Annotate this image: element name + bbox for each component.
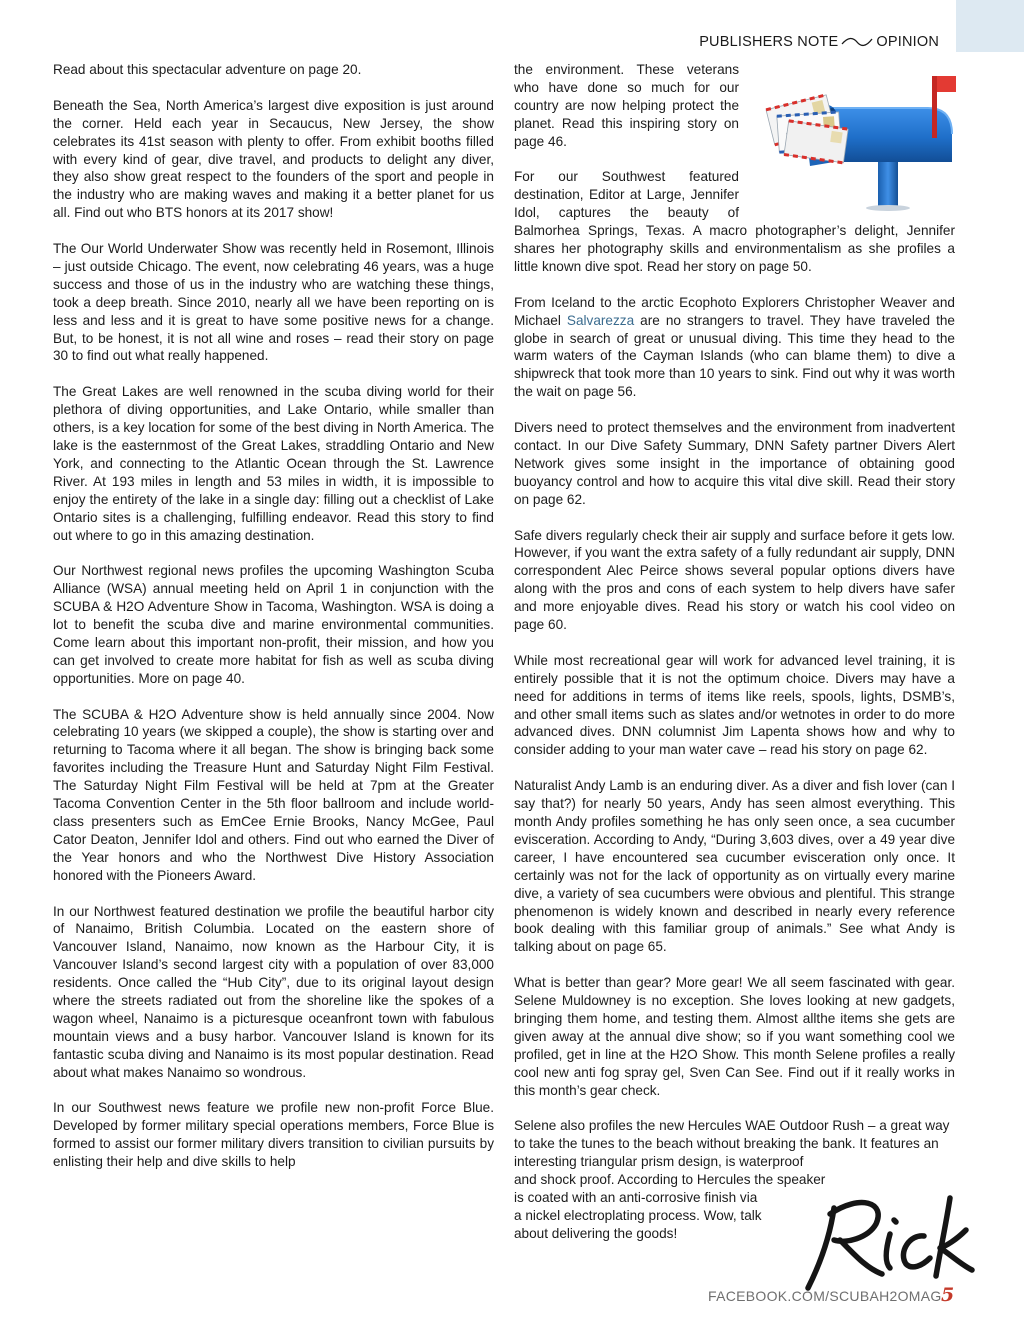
right-paragraph-3	[514, 294, 955, 401]
section-label-publishers-note: PUBLISHERS NOTE	[699, 34, 839, 50]
right-paragraph-6: While most recreational gear will work for advanced level training, it is entirely possible that it is not the optimum choice. Divers may have a need for additions in terms of items like reels, spools, lights, DSMB’s, and other small items such as slates and/or wetnotes in order to do more advanced dives. DNN columnist Jim Lapenta shows how and why to consider adding to your man water cave – read his story on page 62.	[514, 652, 955, 758]
page-number: 5	[941, 1284, 955, 1306]
right-paragraph-3-start: From Iceland to the arctic Ecophoto Explorers Christopher Weaver and Michael	[514, 294, 955, 328]
right-paragraph-8: What is better than gear? More gear! We all seem fascinated with gear. Selene Muldowney is no exception. She loves looking at new gadgets, bringing them home, and testing them. Almost allthe items she gets are given away at the annual dive show; so if you want something cool we profiled, get in line at the H2O Show. This month Selene profiles a really cool new anti fog spray gel, Sven Can See. Find out if it really works in this month’s gear check.	[514, 975, 955, 1098]
right-paragraph-9-line-5: about delivering the goods!	[514, 1225, 678, 1241]
right-paragraph-9-line-3: is coated with an anti-corrosive finish via	[514, 1189, 758, 1205]
footer-facebook-url: FACEBOOK.COM/SCUBAH2OMAG	[708, 1288, 942, 1304]
left-column	[53, 61, 494, 1189]
left-paragraph-6: The SCUBA & H2O Adventure show is held annually since 2004. Now celebrating 10 years (we skipped a couple), the show is starting over and returning to Tacoma where it all began. The show is bringing back some favorites including the Treasure Hunt and Saturday Night Film Festival. The Saturday Night Film Festival will be held at 7pm at the Greater Tacoma Convention Center in the 5th floor ballroom and include world-class presenters such as EmCee Ernie Brooks, Nancy McGee, Paul Cator Deaton, Jennifer Idol and others. Find out who earned the Diver of the Year honors and who the Northwest Dive History Association honored with the Pioneers Award.	[53, 706, 494, 883]
left-paragraph-8: In our Southwest news feature we profile new non-profit Force Blue. Developed by former military special operations members, Force Blue is formed to assist our former military divers transition to civilian pursuits by enlisting their help and dive skills to help	[53, 1100, 494, 1170]
section-header	[699, 34, 939, 50]
rick-signature	[790, 1190, 980, 1295]
right-paragraph-9-line-1: Selene also profiles the new Hercules WAE Outdoor Rush – a great way to take the tunes to the beach without breaking the bank. It features an interesting triangular prism design, is waterproof	[514, 1118, 950, 1170]
left-paragraph-4: The Great Lakes are well renowned in the scuba diving world for their plethora of diving opportunities, and Lake Ontario, while smaller than others, is a key location for some of the best diving in North America. The lake is the easternmost of the Great Lakes, straddling Ontario and New York, and connecting to the Atlantic Ocean through the St. Lawrence River. At 193 miles in length and 53 miles in width, it is impossible to enjoy the entirety of the lake in a single day: filling out a checklist of Lake Ontario sites is a challenging, fulfilling endeavor. Read this story to find out where to go in this amazing destination.	[53, 384, 494, 543]
tilde-divider-icon	[840, 35, 874, 49]
right-paragraph-7: Naturalist Andy Lamb is an enduring diver. As a diver and fish lover (can I say that?) for nearly 50 years, Andy has seen almost everything. This month Andy profiles something he has only seen once, a sea cucumber evisceration. According to Andy, “During 3,603 dives, over a 49 year dive career, I have encountered sea cucumber evisceration only once. It certainly was not for the lack of opportunity as on virtually every marine dive, a variety of sea cucumbers were obvious and plentiful. This strange phenomenon is widely known and described in nearly every reference book dealing with this familiar group of animals.” See what Andy is talking about on page 65.	[514, 778, 955, 955]
right-paragraph-1: the environment. These veterans who have done so much for our country are now helping protect the planet. Read this inspiring story on page 46.	[514, 62, 739, 149]
left-paragraph-3: The Our World Underwater Show was recently held in Rosemont, Illinois – just outside Chicago. The event, now celebrating 46 years, was a huge success and those of us in the industry who are watching these things, took a deep breath. Since 2010, nearly all we have been reporting on is less and less and it is great to have some positive news for a change. But, to be honest, it is not all wine and roses – read their story on page 30 to find out what really happened.	[53, 241, 494, 364]
left-paragraph-1: Read about this spectacular adventure on page 20.	[53, 62, 362, 77]
right-paragraph-9-line-4: a nickel electroplating process. Wow, talk	[514, 1207, 762, 1223]
left-paragraph-7: In our Northwest featured destination we profile the beautiful harbor city of Nanaimo, British Columbia. Located on the eastern shore of Vancouver Island, Nanaimo, now known as the Harbour City, it is Vancouver Island’s second largest city with a population of over 83,000 residents. Once called the “Hub City”, due to its original layout design where the streets radiated out from the shoreline like the spokes of a wagon wheel, Nanaimo is a picturesque oceanfront town with fabulous mountain views and a busy harbor. Vancouver Island is known for its fantastic scuba diving and Nanaimo is its most popular destination. Read about what makes Nanaimo so wondrous.	[53, 903, 494, 1080]
section-label-opinion: OPINION	[876, 34, 939, 50]
right-paragraph-3-end: are no strangers to travel. They have traveled the globe in search of great or unusual diving. This time they head to the warm waters of the Cayman Islands (who can blame them) to dive a shipwreck that took more than 10 years to sink. Find out why it was worth the wait on page 56.	[514, 312, 955, 400]
right-paragraph-5: Safe divers regularly check their air supply and surface before it gets low. However, if you want the extra safety of a fully redundant air supply, DNN correspondent Alec Peirce shows several popular options divers have along with the pros and cons of each system to help divers have safer and more enjoyable dives. Read his story or watch his cool video on page 60.	[514, 527, 955, 633]
mailbox-with-letters-icon	[760, 62, 960, 212]
right-paragraph-4: Divers need to protect themselves and the environment from inadvertent contact. In our Dive Safety Summary, DNN Safety partner Divers Alert Network gives some insight in the importance of obtaining good buoyancy control and how to acquire this vital dive skill. Read their story on page 62.	[514, 420, 955, 507]
corner-color-tab	[956, 0, 1024, 52]
right-paragraph-2: For our Southwest featured destination, Editor at Large, Jennifer Idol, captures the beauty of Balmorhea Springs, Texas. A macro photographer’s delight, Jennifer shares her photography skills and environmentalism as she profiles a little known dive spot. Read her story on page 50.	[514, 169, 955, 274]
right-column	[514, 61, 955, 1261]
left-paragraph-2: Beneath the Sea, North America’s largest dive exposition is just around the corner. Held each year in Secaucus, New Jersey, the show celebrates its 41st season with plenty to offer. From exhibit booths filled with every kind of gear, dive travel, and products to delight any diver, they also show great respect to the founders of the sport and people in the industry who are making waves and making it a better planet for us all. Find out who BTS honors at its 2017 show!	[53, 97, 494, 221]
right-paragraph-9-line-2: and shock proof. According to Hercules the speaker	[514, 1172, 826, 1188]
photographer-name: Salvarezza	[566, 312, 635, 328]
left-paragraph-5: Our Northwest regional news profiles the upcoming Washington Scuba Alliance (WSA) annual meeting held on April 1 in conjunction with the SCUBA & H2O Adventure Show in Tacoma, Washington. WSA is doing a lot to benefit the scuba dive and marine environmental communities. Come learn about this important non-profit, their mission, and how you can get involved to create more habitat for fish as well as scuba diving opportunities. More on page 40.	[53, 563, 494, 686]
